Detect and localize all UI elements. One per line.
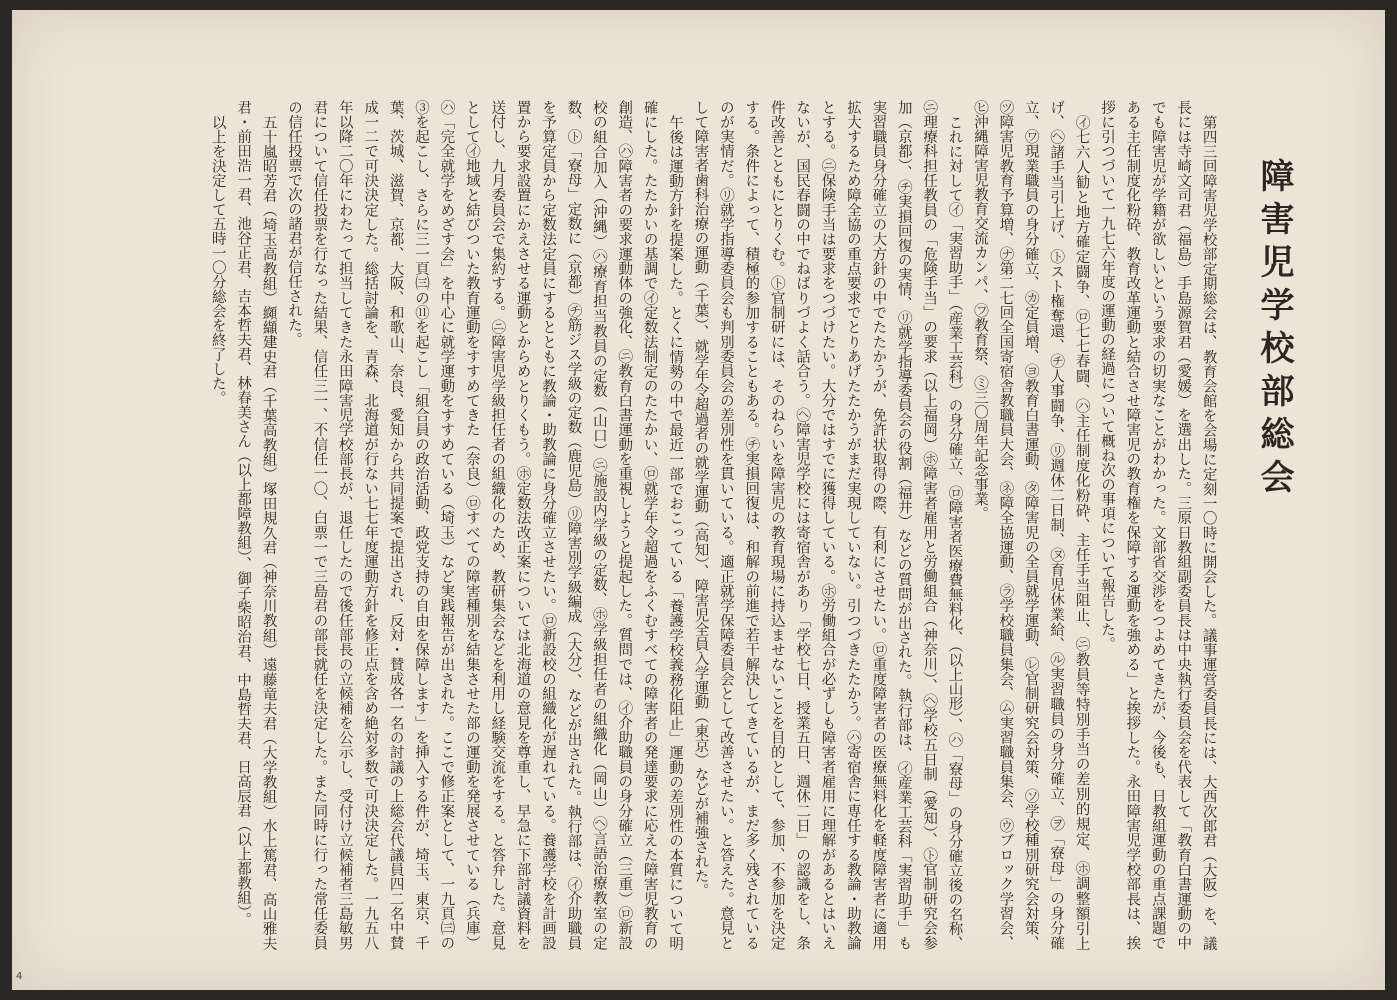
paragraph-closing: 以上を決定して五時一〇分総会を終了した。 [209, 114, 226, 405]
article-title: 障害児学校部総会 [1254, 158, 1294, 502]
paragraph-intro: 第四三回障害児学校部定期総会は、教育会館を会場に定刻一〇時に開会した。議事運営委員長には、大西次郎君（大阪）を、議長には寺崎文司君（福島）手島源賀君（愛媛）を選出した。三原日教組副委員長は中央執行委員会を代表して「教育白書運動の中でも障害児が学籍が欲しいという要求の切実なことがわかった。文部省交渉をつよめてきたが、今後も、日教組運動の重点課題である主任制度化粉砕、教育改革運動と結合させ障害児の教育権を保障する運動を強める」と挨拶した。永田障害児学校部長は、挨拶に引つづいて一九七六年度の運動の経過について概ね次の事項について報告した。 [1098, 100, 1217, 951]
page-number: 4 [16, 971, 23, 982]
paragraph-committee-members: 五十嵐昭芳君（埼玉高教組）纐纈建史君（千葉高教組）塚田規久君（神奈川教組）遠藤竜夫君（大学教組）水上篤君、高山雅夫君・前田浩一君、池谷正君、吉本哲夫君、林春美さん（以上都障教組）、御子柴昭治君、中島哲夫君、日高辰君（以上都教組）。 [235, 100, 277, 950]
paragraph-afternoon-session: 午後は運動方針を提案した。とくに情勢の中で最近一部でおこっている「養護学校義務化阻止」運動の差別性の本質について明確にした。たたかいの基調で㋑定数法制定のたたかい、㋺就学年令超過をふくむすべての障害者の発達要求に応えた障害児教育の創造、㋩障害者の要求運動体の強化、㋥教育白書運動を重視しようと提起した。質問では、㋑介助職員の身分確立（三重）㋺新設校の組合加入（沖縄）㋩療育担当教員の定数（山口）㋥施設内学級の定数、㋭学級担任者の組織化（岡山）㋬言語治療教室の定数、㋣「寮母」定数に（京都）㋠筋ジス学級の定数（鹿児島）㋷障害別学級編成（大分）、などが出された。執行部は、㋑介助職員を予算定員から定数法定員にするとともに教論・助教論に身分確立させたい。㋺新設校の組織化が遅れている。養護学校を計画設置から要求設置にかえさせる運動とからめとりくもう。㋭定数法改正案については北海道の意見を尊重し、早急に下部討議資料を送付し、九月委員会で集約する。㋥障害児学級担任者の組織化のため、教研集会などを利用し経験交流をする。と答弁した。意見として㋑地域と結びついた教育運動をすすめてきた（奈良）㋺すべての障害種別を結集させた部の運動を発展させている（兵庫）㋩「完全就学をめざす会」を中心に就学運動をすすめている（埼玉）など実践報告が出された。ここで修正案として、一九頁㈢の③を起こし、さらに三一頁㈢の⑪を起こし「組合員の政治活動、政党支持の自由を保障します」を挿入する件が、埼玉、東京、千葉、茨城、滋賀、京都、大阪、和歌山、奈良、愛知から共同提案で提出され、反対・賛成各一名の討議の上総会代議員四二名中賛成一二で可決決定した。総括討論を、青森、北海道が行ない七七年度運動方針を修正点を含め絶対多数で可決決定した。一九五八年以降二〇年にわたって担当してきた永田障害児学校部長が、退任したので後任部長の立候補を公示し、受付け立候補者三島敏男君について信任投票を行なった結果、信任三一、不信任一〇、白票一で三島君の部長就任を決定した。また同時に行った常任委員の信任投票で次の諸君が信任された。 [285, 100, 684, 951]
document-page [12, 10, 1385, 990]
paragraph-report-items: ㋑七六人勧と地方確定闘争、㋺七七春闘、㋩主任制度化粉砕、主任手当阻止、㋥教員等特別手当の差別的規定、㋭調整額引上げ、㋬諸手当引上げ、㋣スト権奪還、㋠人事闘争、㋷週休二日制、㋦育児休業給、㋸実習職員の身分確立、㋾「寮母」の身分確立、㋻現業職員の身分確立、㋕定員増、㋵教育白書運動、㋟障害児の全員就学運動、㋹官制研究会対策、㋞学校種別研究会対策、㋡障害児教育予算増、㋤第二七回全国寄宿舎教職員大会、㋧障全協運動、㋶学校職員集会、㋰実習職員集会、㋒ブロック学習会、㋪沖縄障害児教育交流カンパ、㋫教育祭、㋯三〇周年記念事業。 [971, 100, 1090, 950]
paragraph-questions-answers: これに対して㋑「実習助手」（産業工芸科）の身分確立、㋺障害者医療費無料化、（以上山形）、㋩「寮母」の身分確立後の名称、㋥理療科担任教員の「危険手当」の要求（以上福岡）㋭障害者雇用と労働組合（神奈川）、㋬学校五日制（愛知）、㋣官制研究会参加（京都）、㋠実損回復の実情、㋷就学指導委員会の役割（福井）などの質問が出された。執行部は、㋑産業工芸科「実習助手」も実習職員身分確立の大方針の中でたたかうが、免許状取得の際、有利にさせたい。㋺重度障害者の医療無料化を軽度障害者に適用拡大するため障全協の重点要求でとりあげたたかうがまだ実現していない。引つづきたたかう。㋩寄宿舎に専任する教論・助教論とする。㋥保険手当は要求をつづけたい。大分ではすでに獲得している。㋭労働組合が必ずしも障害者雇用に理解があるとはいえないが、国民春闘の中でねばりづよく話合う。㋬障害児学校には寄宿舎があり「学校七日、授業五日、週休二日」の認識をし、条件改善とともにとりくむ。㋣官制研には、そのねらいを障害児の教育現場に持込ませないことを目的として、参加、不参加を決定する。条件によって、積極的参加することもある。㋠実損回復は、和解の前進で若干解決してきているが、まだ多く残されているのが実情だ。㋷就学指導委員会も判別委員会の差別性を貫いている。適正就学保障委員会として改善させたい。と答えた。意見として障害者歯科治療の運動（千葉）、就学年令超過者の就学運動（高知）、障害児全員入学運動（東京）などが補強された。 [692, 100, 963, 951]
article-body [102, 100, 1292, 950]
